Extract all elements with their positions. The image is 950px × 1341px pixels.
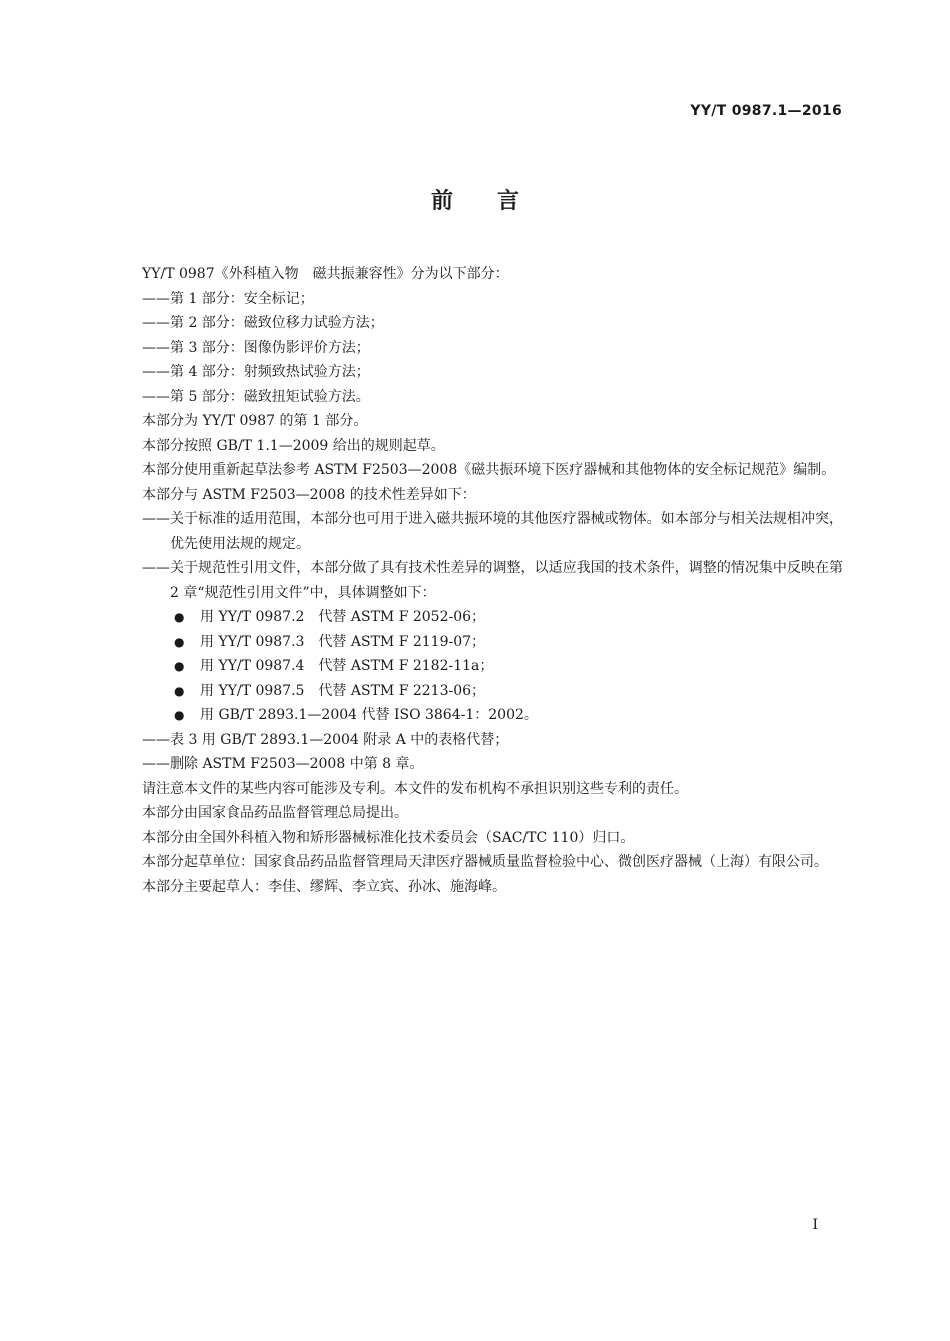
bullet-text: 用 YY/T 0987.4 代替 ASTM F 2182-11a； xyxy=(200,658,494,674)
dash-list-item: ——第 4 部分：射频致热试验方法； xyxy=(142,364,370,380)
bullet-dot-icon: ● xyxy=(174,610,185,624)
bullet-dot-icon: ● xyxy=(174,708,185,722)
paragraph: 本部分由全国外科植入物和矫形器械标准化技术委员会（SAC/TC 110）归口。 xyxy=(142,829,635,846)
paragraph: 本部分起草单位：国家食品药品监督管理局天津医疗器械质量监督检验中心、微创医疗器械（上海）有限公司。 xyxy=(142,854,828,870)
paragraph: 本部分主要起草人：李佳、缪辉、李立宾、孙冰、施海峰。 xyxy=(142,878,506,895)
paragraph: 本部分为 YY/T 0987 的第 1 部分。 xyxy=(142,413,368,429)
dash-list-item: ——第 3 部分：图像伪影评价方法； xyxy=(142,339,370,356)
bullet-item xyxy=(108,654,843,679)
page-title: 前言 xyxy=(430,189,563,214)
bullet-text: 用 GB/T 2893.1—2004 代替 ISO 3864-1：2002。 xyxy=(200,707,538,723)
bullet-text: 用 YY/T 0987.3 代替 ASTM F 2119-07； xyxy=(200,633,486,650)
dash-list-item: ——表 3 用 GB/T 2893.1—2004 附录 A 中的表格代替； xyxy=(142,731,509,748)
bullet-item xyxy=(108,703,843,728)
bullet-dot-icon: ● xyxy=(174,659,185,673)
dash-list-item: ——关于规范性引用文件，本部分做了具有技术性差异的调整，以适应我国的技术条件，调整的情况集中反映在第 2 章“规范性引用文件”中，具体调整如下： xyxy=(142,560,843,601)
dash-list-item: ——第 1 部分：安全标记； xyxy=(142,290,314,307)
bullet-dot-icon: ● xyxy=(174,634,185,649)
bullet-item xyxy=(108,605,843,630)
dash-list-item: ——删除 ASTM F2503—2008 中第 8 章。 xyxy=(142,756,424,772)
dash-list-item: ——第 2 部分：磁致位移力试验方法； xyxy=(142,315,384,331)
standard-code: YY/T 0987.1—2016 xyxy=(690,103,842,119)
page-number: I xyxy=(812,1217,818,1233)
paragraph: 本部分与 ASTM F2503—2008 的技术性差异如下： xyxy=(142,486,476,503)
paragraph: 请注意本文件的某些内容可能涉及专利。本文件的发布机构不承担识别这些专利的责任。 xyxy=(142,780,688,797)
bullet-item xyxy=(108,679,843,704)
paragraph: 本部分按照 GB/T 1.1—2009 给出的规则起草。 xyxy=(142,437,445,454)
dash-list-item: ——关于标准的适用范围，本部分也可用于进入磁共振环境的其他医疗器械或物体。如本部分与相关法规相冲突，优先使用法规的规定。 xyxy=(142,511,843,552)
bullet-item xyxy=(108,630,843,655)
dash-list-item: ——第 5 部分：磁致扭矩试验方法。 xyxy=(142,388,370,405)
bullet-dot-icon: ● xyxy=(174,683,185,698)
bullet-text: 用 YY/T 0987.2 代替 ASTM F 2052-06； xyxy=(200,609,486,625)
paragraph: YY/T 0987《外科植入物 磁共振兼容性》分为以下部分： xyxy=(142,266,509,282)
bullet-text: 用 YY/T 0987.5 代替 ASTM F 2213-06； xyxy=(200,682,486,699)
document-body xyxy=(108,262,843,899)
paragraph: 本部分由国家食品药品监督管理总局提出。 xyxy=(142,805,408,821)
paragraph: 本部分使用重新起草法参考 ASTM F2503—2008《磁共振环境下医疗器械和其他物体的安全标记规范》编制。 xyxy=(142,462,836,478)
